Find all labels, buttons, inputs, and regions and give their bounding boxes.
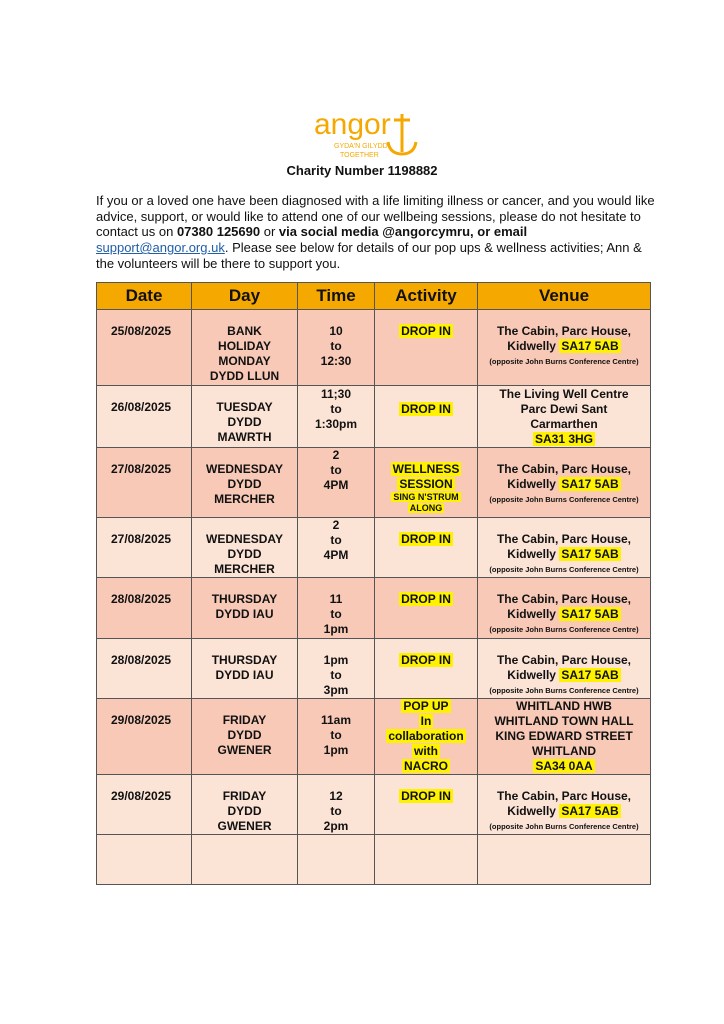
activity-line: with <box>414 744 438 758</box>
empty-cell <box>192 835 298 885</box>
venue-line: The Cabin, Parc House, <box>496 653 632 667</box>
anchor-icon <box>388 114 416 154</box>
header-time: Time <box>298 283 375 310</box>
cell-date: 25/08/2025 <box>97 310 192 386</box>
cell-date: 29/08/2025 <box>97 775 192 835</box>
logo-wordmark: angor <box>314 108 391 141</box>
table-row <box>97 775 651 835</box>
venue-line <box>478 432 650 447</box>
time-line: to <box>330 668 342 682</box>
cell-time <box>298 699 375 775</box>
intro-phone: 07380 125690 <box>176 224 261 240</box>
time-line: 1pm <box>323 622 349 636</box>
activity-label: DROP IN <box>401 532 451 546</box>
time-line: 3pm <box>323 683 349 697</box>
venue-line: KING EDWARD STREET <box>495 729 633 743</box>
venue-line: The Cabin, Parc House, <box>496 789 632 803</box>
postcode: SA31 3HG <box>534 432 594 446</box>
activity-label: SESSION <box>399 477 453 491</box>
table-row <box>97 639 651 699</box>
day-line: BANK <box>227 324 262 338</box>
schedule-table <box>96 282 651 885</box>
time-line: to <box>330 728 342 742</box>
activity-label: DROP IN <box>401 592 451 606</box>
postcode: SA17 5AB <box>561 607 619 621</box>
cell-venue <box>478 518 651 578</box>
venue-line: Kidwelly SA17 5AB <box>507 607 619 621</box>
time-line: to <box>330 607 342 621</box>
day-line: DYDD <box>227 804 262 818</box>
header-activity: Activity <box>375 283 478 310</box>
cell-activity <box>375 386 478 448</box>
cell-date: 27/08/2025 <box>97 448 192 518</box>
cell-date: 29/08/2025 <box>97 699 192 775</box>
time-line: 1:30pm <box>314 417 358 431</box>
intro-text-1: If you or a loved one have been diagnosed with a life limiting illness or cancer, and you would like advice, support, or would like to attend one of our wellbeing sessions, please do not hesitate to contact us on <box>96 193 655 240</box>
time-line: 11 <box>329 592 343 606</box>
venue-note: (opposite John Burns Conference Centre) <box>489 822 639 831</box>
cell-date: 27/08/2025 <box>97 518 192 578</box>
postcode: SA17 5AB <box>561 339 619 353</box>
venue-line: The Cabin, Parc House, <box>496 532 632 546</box>
cell-time <box>298 639 375 699</box>
venue-line: Carmarthen <box>530 417 598 431</box>
day-line: THURSDAY <box>211 653 278 667</box>
cell-activity <box>375 639 478 699</box>
time-line: to <box>330 402 342 416</box>
day-line: MONDAY <box>218 354 271 368</box>
cell-day <box>192 310 298 386</box>
day-line: MAWRTH <box>217 430 272 444</box>
venue-line: WHITLAND <box>532 744 596 758</box>
postcode: SA17 5AB <box>561 547 619 561</box>
time-line: 4PM <box>323 548 349 562</box>
time-line: to <box>330 804 342 818</box>
venue-line: The Living Well Centre <box>499 387 629 401</box>
cell-date: 28/08/2025 <box>97 639 192 699</box>
table-row <box>97 448 651 518</box>
table-row <box>97 699 651 775</box>
time-line: 1pm <box>323 743 349 757</box>
empty-cell <box>298 835 375 885</box>
day-line: DYDD <box>227 477 262 491</box>
venue-line: WHITLAND HWB <box>516 699 612 713</box>
cell-time <box>298 775 375 835</box>
activity-sub-line: SING N'STRUM <box>393 492 459 502</box>
venue-note: (opposite John Burns Conference Centre) <box>489 686 639 695</box>
activity-sub-line: ALONG <box>409 503 443 513</box>
day-line: TUESDAY <box>216 400 273 414</box>
time-line: 12:30 <box>320 354 352 368</box>
cell-time <box>298 310 375 386</box>
time-line: 10 <box>329 324 343 338</box>
day-line: GWENER <box>217 819 272 833</box>
time-line: 1pm <box>323 653 349 667</box>
activity-line: NACRO <box>404 759 448 773</box>
cell-date: 26/08/2025 <box>97 386 192 448</box>
angor-logo <box>310 108 422 164</box>
postcode: SA17 5AB <box>561 668 619 682</box>
cell-day <box>192 448 298 518</box>
time-line: 2 <box>332 518 340 532</box>
empty-cell <box>97 835 192 885</box>
cell-venue <box>478 639 651 699</box>
venue-line: Parc Dewi Sant <box>520 402 608 416</box>
day-line: MERCHER <box>214 562 275 576</box>
day-line: DYDD IAU <box>215 607 274 621</box>
day-line: WEDNESDAY <box>206 462 283 476</box>
cell-activity <box>375 448 478 518</box>
intro-text-4: . Please see below for details of our pop ups & wellness activities; Ann & the volunteers will be there to support you. <box>96 240 642 271</box>
table-row <box>97 386 651 448</box>
day-line: FRIDAY <box>222 713 267 727</box>
header-day: Day <box>192 283 298 310</box>
venue-line: Kidwelly SA17 5AB <box>507 668 619 682</box>
day-line: HOLIDAY <box>218 339 271 353</box>
cell-day <box>192 578 298 639</box>
cell-venue <box>478 386 651 448</box>
cell-time <box>298 518 375 578</box>
table-row-empty <box>97 835 651 885</box>
header-venue: Venue <box>478 283 651 310</box>
cell-time <box>298 386 375 448</box>
time-line: 11am <box>320 713 352 727</box>
cell-day <box>192 699 298 775</box>
logo-tagline-1: GYDA'N GILYDD <box>334 143 388 150</box>
day-line: WEDNESDAY <box>206 532 283 546</box>
intro-paragraph <box>96 193 656 272</box>
cell-activity <box>375 775 478 835</box>
venue-line: Kidwelly SA17 5AB <box>507 804 619 818</box>
cell-time <box>298 448 375 518</box>
postcode: SA17 5AB <box>561 477 619 491</box>
venue-line <box>478 759 650 774</box>
cell-venue <box>478 699 651 775</box>
activity-label: DROP IN <box>401 789 451 803</box>
cell-day <box>192 775 298 835</box>
cell-activity <box>375 310 478 386</box>
cell-activity <box>375 699 478 775</box>
postcode: SA34 0AA <box>535 759 593 773</box>
empty-cell <box>375 835 478 885</box>
logo-tagline-2: TOGETHER <box>340 152 379 159</box>
venue-note: (opposite John Burns Conference Centre) <box>489 625 639 634</box>
cell-activity <box>375 518 478 578</box>
header-date: Date <box>97 283 192 310</box>
day-line: DYDD LLUN <box>209 369 280 383</box>
email-link[interactable]: support@angor.org.uk <box>96 240 225 256</box>
time-line: 11;30 <box>320 387 352 401</box>
postcode: SA17 5AB <box>561 804 619 818</box>
empty-cell <box>478 835 651 885</box>
venue-line: The Cabin, Parc House, <box>496 592 632 606</box>
time-line: 2pm <box>323 819 349 833</box>
venue-line: The Cabin, Parc House, <box>496 462 632 476</box>
table-row <box>97 310 651 386</box>
intro-text-2: or <box>260 224 279 240</box>
venue-line: Kidwelly SA17 5AB <box>507 547 619 561</box>
table-header-row <box>97 283 651 310</box>
cell-venue <box>478 310 651 386</box>
table-row <box>97 518 651 578</box>
activity-label: DROP IN <box>401 402 451 416</box>
cell-time <box>298 578 375 639</box>
cell-venue <box>478 578 651 639</box>
venue-line: Kidwelly SA17 5AB <box>507 339 619 353</box>
activity-line: In <box>420 714 432 728</box>
day-line: FRIDAY <box>222 789 267 803</box>
time-line: to <box>330 339 342 353</box>
day-line: DYDD <box>227 728 262 742</box>
cell-venue <box>478 448 651 518</box>
time-line: 2 <box>332 448 340 462</box>
activity-line: POP UP <box>403 699 449 713</box>
cell-date: 28/08/2025 <box>97 578 192 639</box>
day-line: DYDD IAU <box>215 668 274 682</box>
venue-note: (opposite John Burns Conference Centre) <box>489 357 639 366</box>
time-line: 4PM <box>323 478 349 492</box>
venue-note: (opposite John Burns Conference Centre) <box>489 495 639 504</box>
venue-note: (opposite John Burns Conference Centre) <box>489 565 639 574</box>
cell-venue <box>478 775 651 835</box>
cell-day <box>192 639 298 699</box>
venue-line: WHITLAND TOWN HALL <box>494 714 634 728</box>
intro-social: via social media @angorcymru, or email <box>278 224 528 240</box>
table-row <box>97 578 651 639</box>
activity-line <box>375 462 477 477</box>
activity-line <box>375 477 477 492</box>
time-line: to <box>330 533 342 547</box>
venue-line: Kidwelly SA17 5AB <box>507 477 619 491</box>
day-line: MERCHER <box>214 492 275 506</box>
time-line: to <box>330 463 342 477</box>
charity-number: Charity Number 1198882 <box>286 163 438 178</box>
activity-label: WELLNESS <box>392 462 460 476</box>
activity-label: DROP IN <box>401 653 451 667</box>
day-line: GWENER <box>217 743 272 757</box>
activity-label: DROP IN <box>401 324 451 338</box>
day-line: DYDD <box>227 415 262 429</box>
day-line: THURSDAY <box>211 592 278 606</box>
venue-line: The Cabin, Parc House, <box>496 324 632 338</box>
activity-line: collaboration <box>388 729 464 743</box>
cell-activity <box>375 578 478 639</box>
time-line: 12 <box>329 789 343 803</box>
day-line: DYDD <box>227 547 262 561</box>
cell-day <box>192 386 298 448</box>
cell-day <box>192 518 298 578</box>
